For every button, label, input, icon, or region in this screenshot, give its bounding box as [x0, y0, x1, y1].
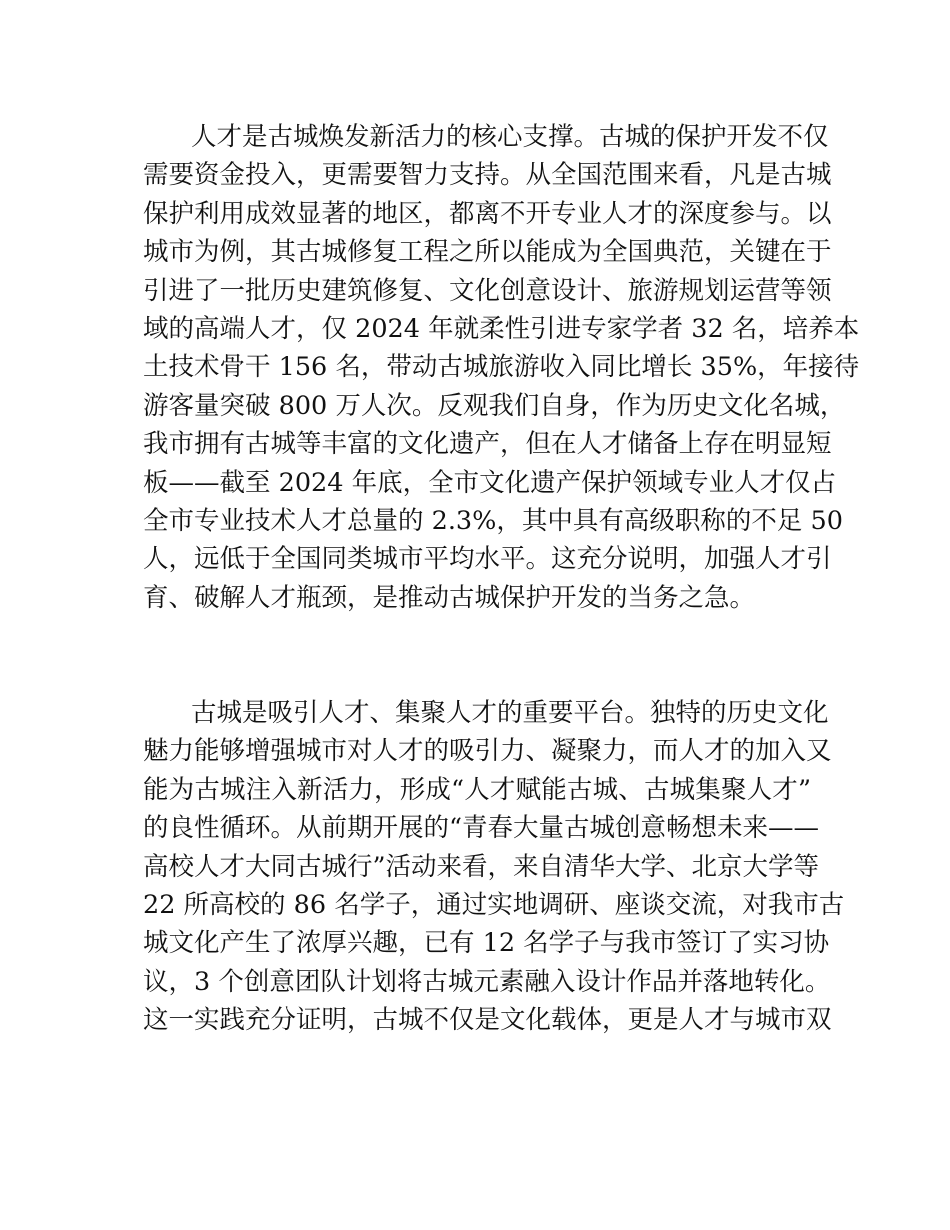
- text-line: 引进了一批历史建筑修复、文化创意设计、旅游规划运营等领: [143, 275, 832, 306]
- text-line: 这一实践充分证明，古城不仅是文化载体，更是人才与城市双: [143, 1005, 832, 1036]
- text-line: 人才是古城焕发新活力的核心支撑。古城的保护开发不仅: [191, 122, 829, 152]
- text-line: 板——截至 2024 年底，全市文化遗产保护领域专业人才仅占: [143, 467, 837, 498]
- text-line: 古城是吸引人才、集聚人才的重要平台。独特的历史文化: [191, 698, 829, 728]
- text-line: 城市为例，其古城修复工程之所以能成为全国典范，关键在于: [143, 237, 832, 268]
- text-line: 高校人才大同古城行”活动来看，来自清华大学、北京大学等: [143, 851, 820, 882]
- text-line: 需要资金投入，更需要智力支持。从全国范围来看，凡是古城: [143, 160, 832, 191]
- text-line: 22 所高校的 86 名学子，通过实地调研、座谈交流，对我市古: [143, 889, 845, 920]
- text-line: 的良性循环。从前期开展的“青春大量古城创意畅想未来——: [143, 813, 820, 844]
- text-line: 人，远低于全国同类城市平均水平。这充分说明，加强人才引: [143, 544, 832, 575]
- text-line: 我市拥有古城等丰富的文化遗产，但在人才储备上存在明显短: [143, 429, 832, 460]
- text-line: 魅力能够增强城市对人才的吸引力、凝聚力，而人才的加入又: [143, 736, 832, 767]
- text-line: 能为古城注入新活力，形成“人才赋能古城、古城集聚人才”: [143, 774, 811, 805]
- text-line: 域的高端人才，仅 2024 年就柔性引进专家学者 32 名，培养本: [143, 313, 860, 344]
- text-line: 土技术骨干 156 名，带动古城旅游收入同比增长 35%，年接待: [143, 352, 860, 383]
- text-line: 游客量突破 800 万人次。反观我们自身，作为历史文化名城，: [143, 390, 846, 421]
- paragraph-talent-support: [143, 118, 860, 617]
- text-line: 育、破解人才瓶颈，是推动古城保护开发的当务之急。: [143, 582, 756, 613]
- text-line: 保护利用成效显著的地区，都离不开专业人才的深度参与。以: [143, 198, 832, 229]
- text-line: 全市专业技术人才总量的 2.3%，其中具有高级职称的不足 50: [143, 505, 843, 536]
- text-line: 城文化产生了浓厚兴趣，已有 12 名学子与我市签订了实习协: [143, 928, 830, 959]
- paragraph-talent-platform: [143, 694, 845, 1040]
- text-line: 议，3 个创意团队计划将古城元素融入设计作品并落地转化。: [143, 966, 831, 997]
